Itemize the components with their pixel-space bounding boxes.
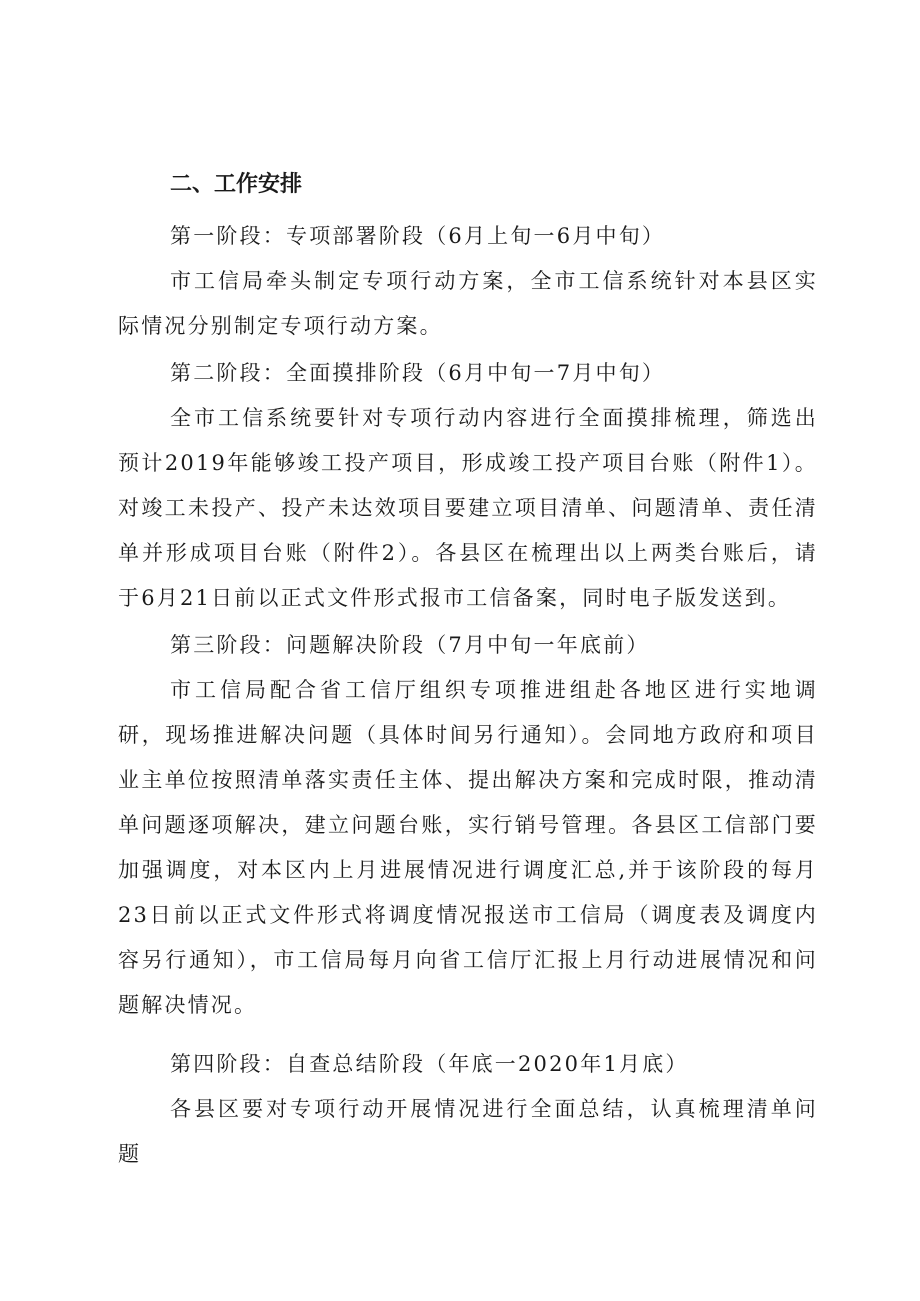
- stage2-title: 第二阶段：全面摸排阶段（6月中旬一7月中旬）: [170, 361, 666, 385]
- stage4-title: 第四阶段：自查总结阶段（年底一2020年1月底）: [170, 1052, 689, 1076]
- stage4-body: 各县区要对专项行动开展情况进行全面总结，认真梳理清单问题: [118, 1097, 818, 1166]
- stage3-title: 第三阶段：问题解决阶段（7月中旬一年底前）: [170, 633, 650, 657]
- section-heading: 二、工作安排: [170, 172, 303, 197]
- stage2-body: 全市工信系统要针对专项行动内容进行全面摸排梳理，筛选出预计2019年能够竣工投产项目，形成竣工投产项目台账（附件1）。对竣工未投产、投产未达效项目要建立项目清单、问题清单、责任清单并形成项目台账（附件2）。各县区在梳理出以上两类台账后，请于6月21日前以正式文件形式报市工信备案，同时电子版发送到。: [118, 406, 818, 610]
- stage3-body: 市工信局配合省工信厅组织专项推进组赴各地区进行实地调研，现场推进解决问题（具体时间另行通知）。会同地方政府和项目业主单位按照清单落实责任主体、提出解决方案和完成时限，推动清单问题逐项解决，建立问题台账，实行销号管理。各县区工信部门要加强调度，对本区内上月进展情况进行调度汇总,并于该阶段的每月23日前以正式文件形式将调度情况报送市工信局（调度表及调度内容另行通知），市工信局每月向省工信厅汇报上月行动进展情况和问题解决情况。: [118, 678, 818, 1017]
- stage1-body: 市工信局牵头制定专项行动方案，全市工信系统针对本县区实际情况分别制定专项行动方案。: [118, 269, 818, 338]
- document-body: [118, 158, 818, 1177]
- stage1-title: 第一阶段：专项部署阶段（6月上旬一6月中旬）: [170, 224, 666, 248]
